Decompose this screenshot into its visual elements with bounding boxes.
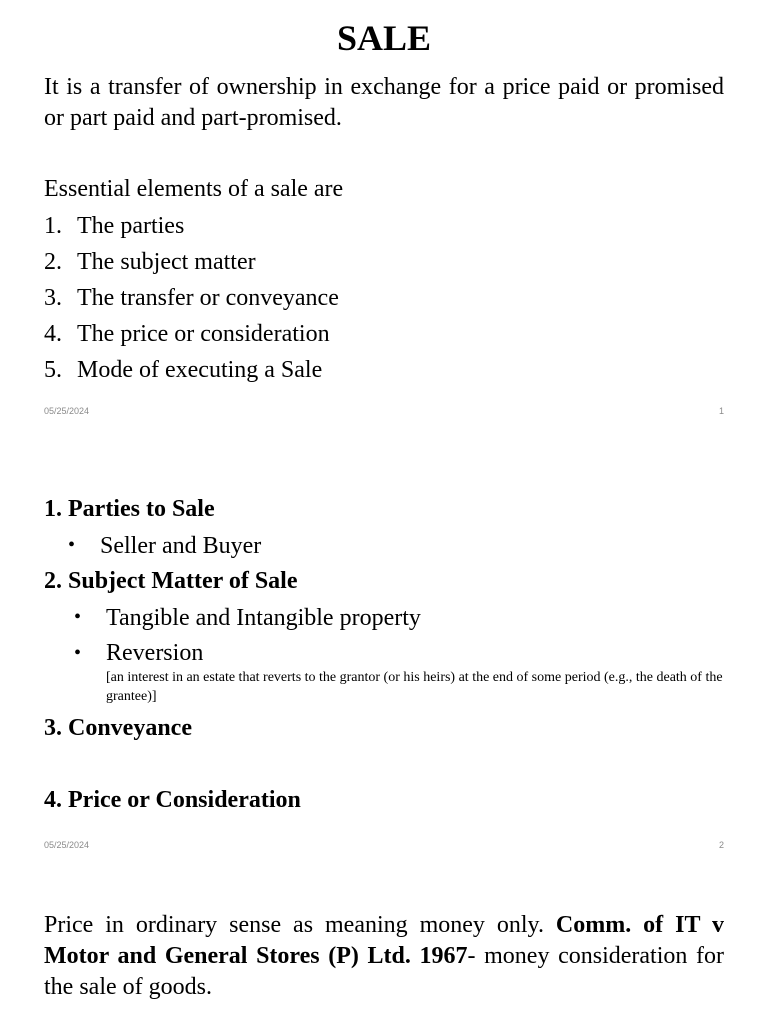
item-number: 1. bbox=[44, 213, 62, 239]
item-number: 2. bbox=[44, 249, 62, 275]
elements-list bbox=[44, 208, 724, 388]
item-text: The price or consideration bbox=[77, 321, 330, 347]
slide-2 bbox=[0, 432, 768, 862]
heading-conveyance: 3. Conveyance bbox=[44, 715, 192, 741]
list-item bbox=[44, 280, 724, 316]
reversion-note: [an interest in an estate that reverts to the grantor (or his heirs) at the end of some period (e.g., the death of the grantee)] bbox=[106, 670, 723, 704]
bullet-tangible: Tangible and Intangible property bbox=[106, 605, 421, 631]
item-text: The parties bbox=[77, 213, 185, 239]
item-text: The subject matter bbox=[77, 249, 256, 275]
item-number: 5. bbox=[44, 357, 62, 383]
slide-1 bbox=[0, 0, 768, 430]
item-number: 4. bbox=[44, 321, 62, 347]
list-item bbox=[44, 244, 724, 280]
list-item bbox=[44, 208, 724, 244]
list-item bbox=[44, 352, 724, 388]
footer-page-number: 2 bbox=[718, 840, 724, 850]
bullet-reversion: Reversion bbox=[106, 640, 204, 666]
sale-definition: It is a transfer of ownership in exchange for a price paid or promised or part paid and part-promised. bbox=[44, 74, 724, 131]
bullet-icon: • bbox=[74, 606, 82, 628]
slide-3 bbox=[0, 864, 768, 1024]
paragraph-text: - money consideration for the sale of goods. bbox=[44, 943, 724, 1000]
footer-date: 05/25/2024 bbox=[44, 840, 90, 850]
list-item bbox=[44, 316, 724, 352]
case-citation: Comm. of IT v Motor and General Stores (P) Ltd. 1967 bbox=[44, 912, 724, 969]
elements-intro: Essential elements of a sale are bbox=[44, 176, 344, 202]
item-text: The transfer or conveyance bbox=[77, 285, 339, 311]
paragraph-text: Price in ordinary sense as meaning money only. bbox=[44, 912, 556, 938]
bullet-seller-buyer: Seller and Buyer bbox=[100, 533, 262, 559]
heading-subject-matter: 2. Subject Matter of Sale bbox=[44, 568, 298, 594]
bullet-icon: • bbox=[68, 534, 76, 556]
slide-title: SALE bbox=[336, 18, 432, 58]
item-text: Mode of executing a Sale bbox=[77, 357, 323, 383]
footer-date: 05/25/2024 bbox=[44, 406, 90, 416]
item-number: 3. bbox=[44, 285, 62, 311]
heading-price: 4. Price or Consideration bbox=[44, 787, 301, 813]
bullet-icon: • bbox=[74, 642, 82, 664]
heading-parties: 1. Parties to Sale bbox=[44, 496, 215, 522]
footer-page-number: 1 bbox=[718, 406, 724, 416]
price-paragraph bbox=[44, 910, 724, 1003]
